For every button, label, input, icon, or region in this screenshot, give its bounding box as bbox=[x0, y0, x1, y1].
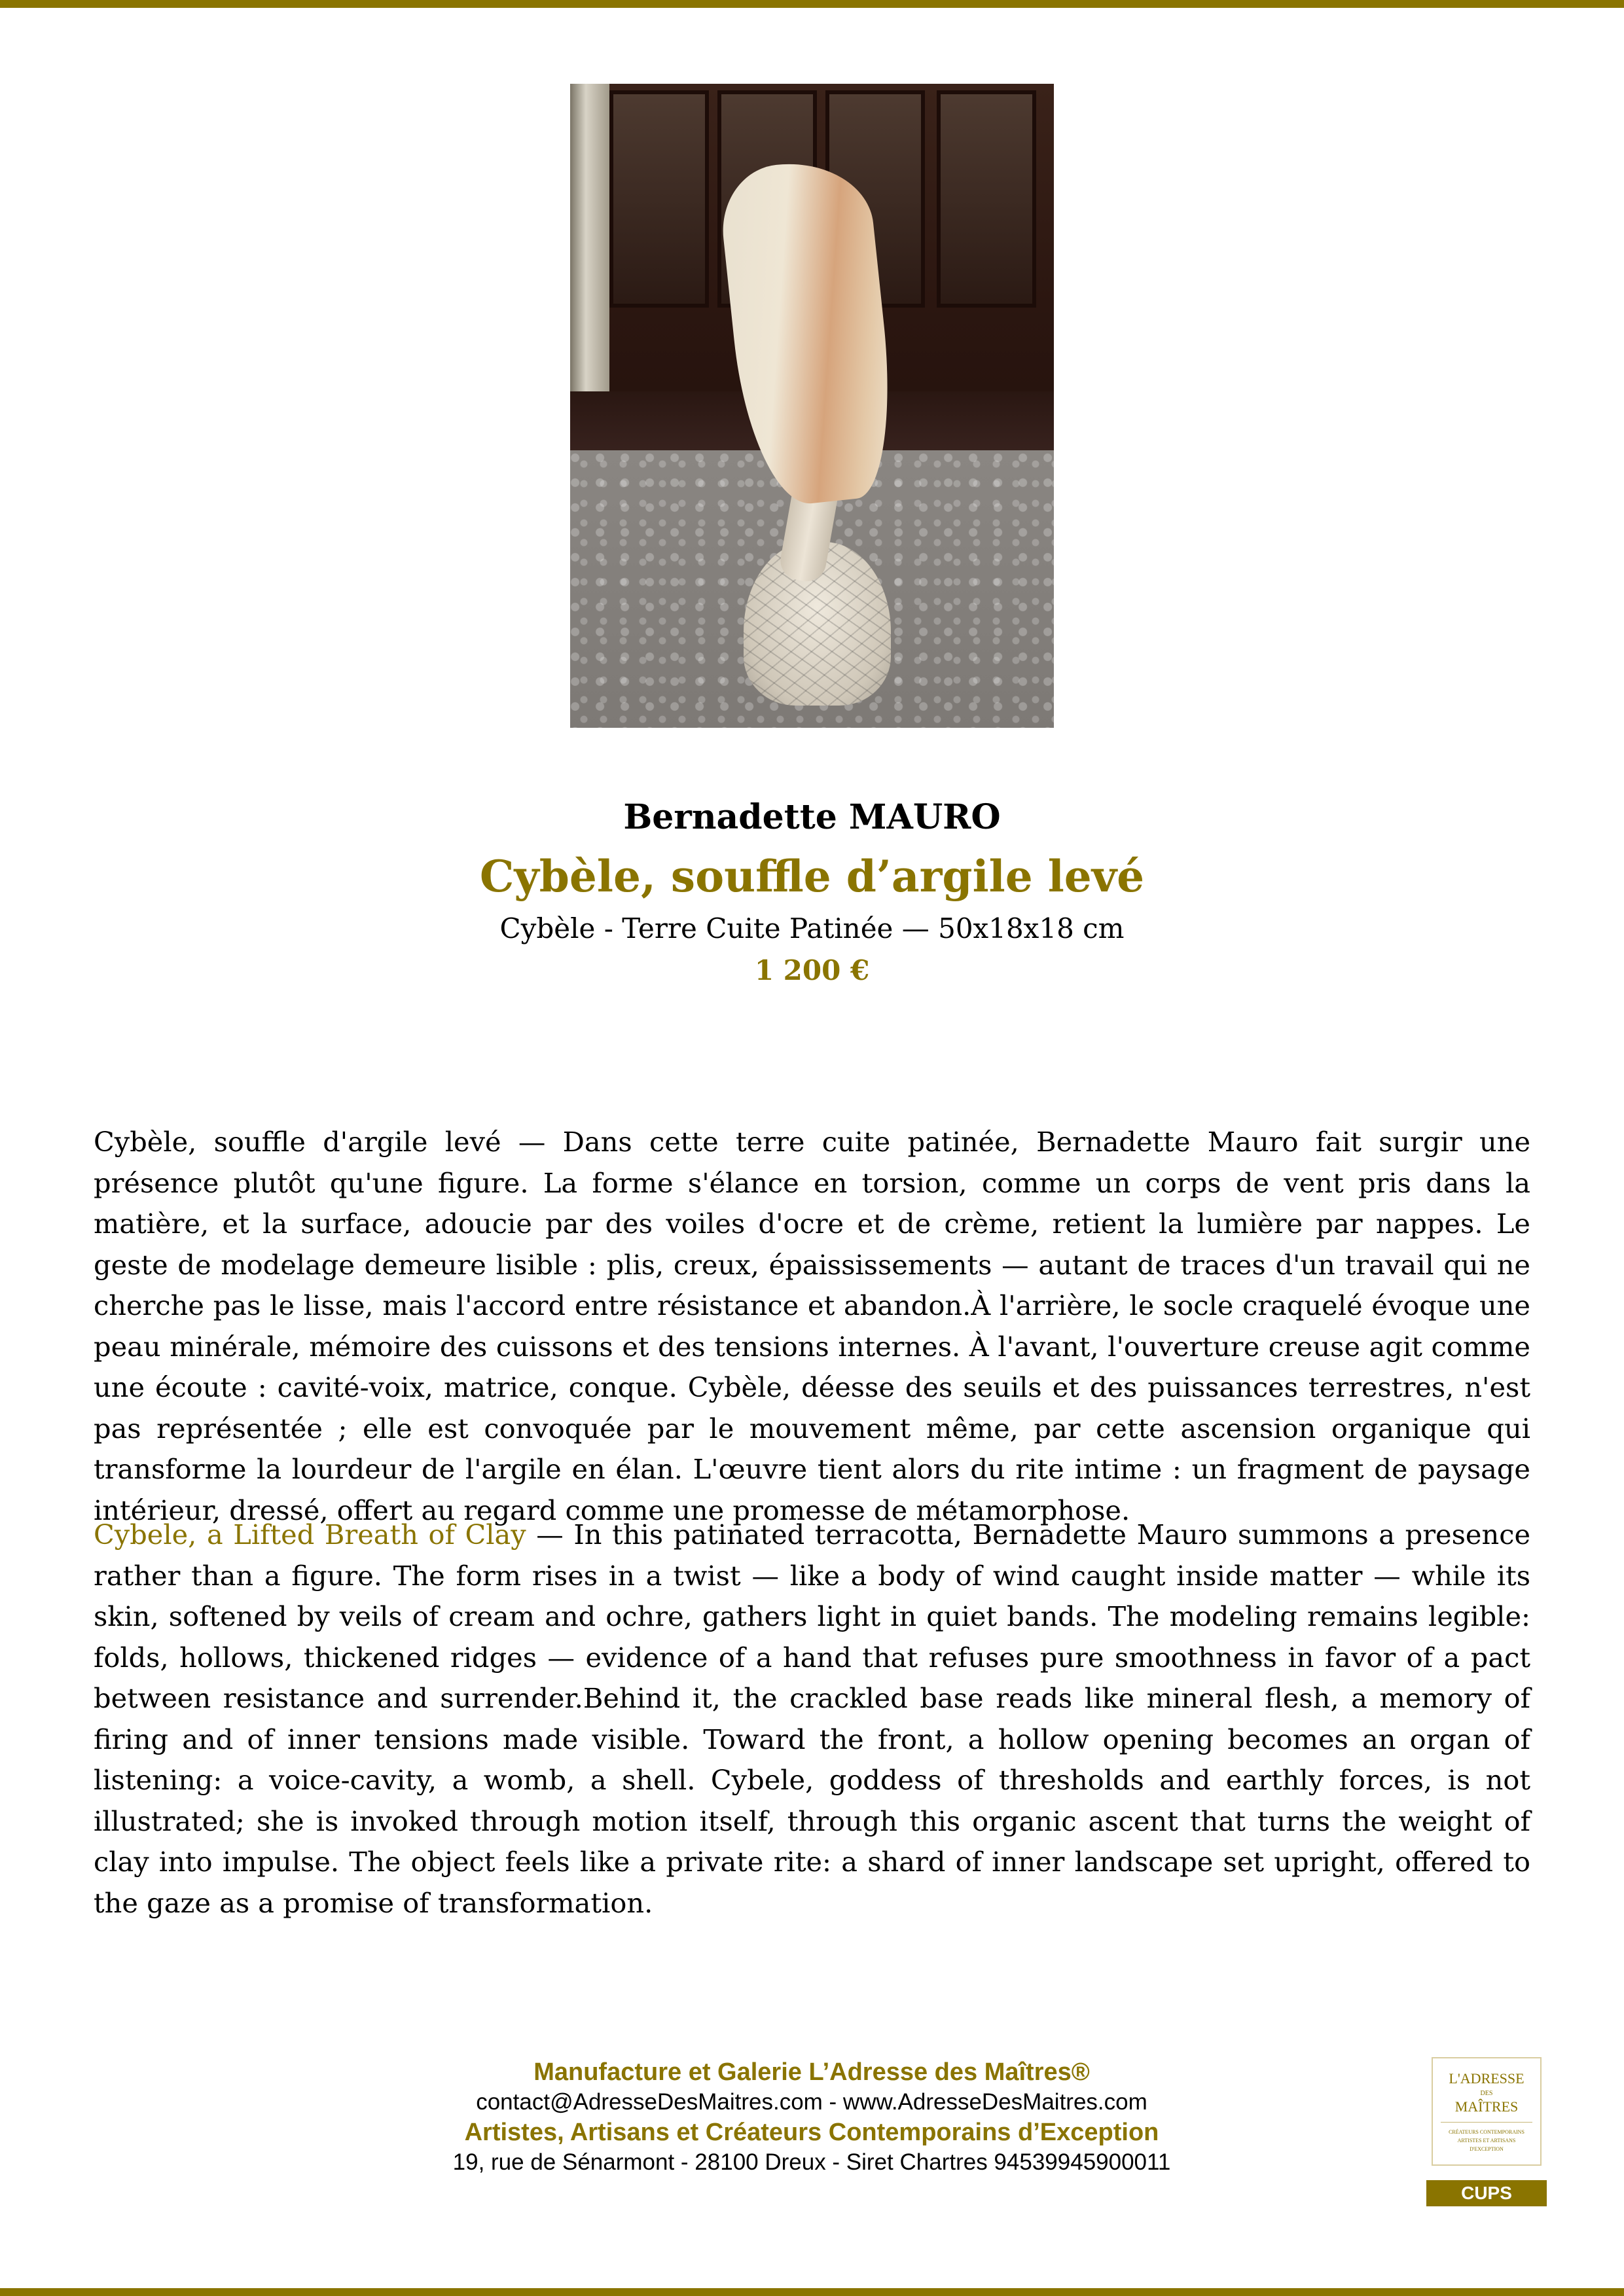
description-en bbox=[94, 1515, 1530, 1924]
logo-line3: MAÎTRES bbox=[1454, 2098, 1519, 2115]
description-en-body: — In this patinated terracotta, Bernadette Mauro summons a presence rather than a figure. The form rises in a twist — like a body of wind caught inside matter — while its skin, softened by veils of cream and ochre, gathers light in quiet bands. The modeling remains legible: folds, hollows, thickened ridges — evidence of a hand that refuses pure smoothness in favor of a pact between resistance and surrender.Behind it, the crackled base reads like mineral flesh, a memory of firing and of inner tensions made visible. Toward the front, a hollow opening becomes an organ of listening: a voice-cavity, a womb, a shell. Cybele, goddess of thresholds and earthly forces, is not illustrated; she is invoked through motion itself, through this organic ascent that turns the weight of clay into impulse. The object feels like a private rite: a shard of inner landscape set upright, offered to the gaze as a promise of transformation. bbox=[94, 1518, 1531, 1919]
artwork-title: Cybèle, souffle d’argile levé bbox=[479, 851, 1145, 902]
cabinet-pane bbox=[937, 90, 1036, 308]
cabinet-pane bbox=[609, 90, 709, 308]
logo-line2: DES bbox=[1480, 2090, 1493, 2097]
artwork-photo bbox=[570, 84, 1054, 728]
bottom-accent-band bbox=[0, 2288, 1624, 2296]
artwork-price: 1 200 € bbox=[754, 954, 870, 986]
gallery-logo bbox=[1432, 2057, 1542, 2166]
logo-divider bbox=[1441, 2122, 1532, 2123]
top-accent-band bbox=[0, 0, 1624, 8]
logo-line1: L'ADRESSE bbox=[1449, 2070, 1525, 2087]
cups-badge: CUPS bbox=[1426, 2180, 1547, 2206]
logo-sub3: D'EXCEPTION bbox=[1470, 2146, 1504, 2152]
description-en-lead: Cybele, a Lifted Breath of Clay bbox=[94, 1518, 526, 1551]
footer-contact[interactable]: contact@AdresseDesMaitres.com - www.AdresseDesMaitres.com bbox=[476, 2089, 1147, 2115]
footer-address: 19, rue de Sénarmont - 28100 Dreux - Siret Chartres 94539945900011 bbox=[452, 2149, 1171, 2175]
footer bbox=[367, 2057, 1257, 2178]
artwork-spec: Cybèle - Terre Cuite Patinée — 50x18x18 cm bbox=[499, 912, 1125, 944]
description-fr: Cybèle, souffle d'argile levé — Dans cette terre cuite patinée, Bernadette Mauro fait surgir une présence plutôt qu'une figure. La forme s'élance en torsion, comme un corps de vent pris dans la matière, et la surface, adoucie par des voiles d'ocre et de crème, retient la lumière par nappes. Le geste de modelage demeure lisible : plis, creux, épaississements — autant de traces d'un travail qui ne cherche pas le lisse, mais l'accord entre résistance et abandon.À l'arrière, le socle craquelé évoque une peau minérale, mémoire des cuissons et des tensions internes. À l'avant, l'ouverture creuse agit comme une écoute : cavité-voix, matrice, conque. Cybèle, déesse des seuils et des puissances terrestres, n'est pas représentée ; elle est convoquée par le mouvement même, par cette ascension organique qui transforme la lourdeur de l'argile en élan. L'œuvre tient alors du rite intime : un fragment de paysage intérieur, dressé, offert au regard comme une promesse de métamorphose. bbox=[94, 1126, 1530, 1526]
artist-name: Bernadette MAURO bbox=[623, 797, 1001, 837]
footer-company: Manufacture et Galerie L’Adresse des Maîtres® bbox=[533, 2058, 1090, 2086]
logo-sub2: ARTISTES ET ARTISANS bbox=[1457, 2138, 1516, 2144]
footer-tagline: Artistes, Artisans et Créateurs Contemporains d’Exception bbox=[464, 2119, 1159, 2146]
logo-sub1: CRÉATEURS CONTEMPORAINS bbox=[1449, 2129, 1525, 2135]
